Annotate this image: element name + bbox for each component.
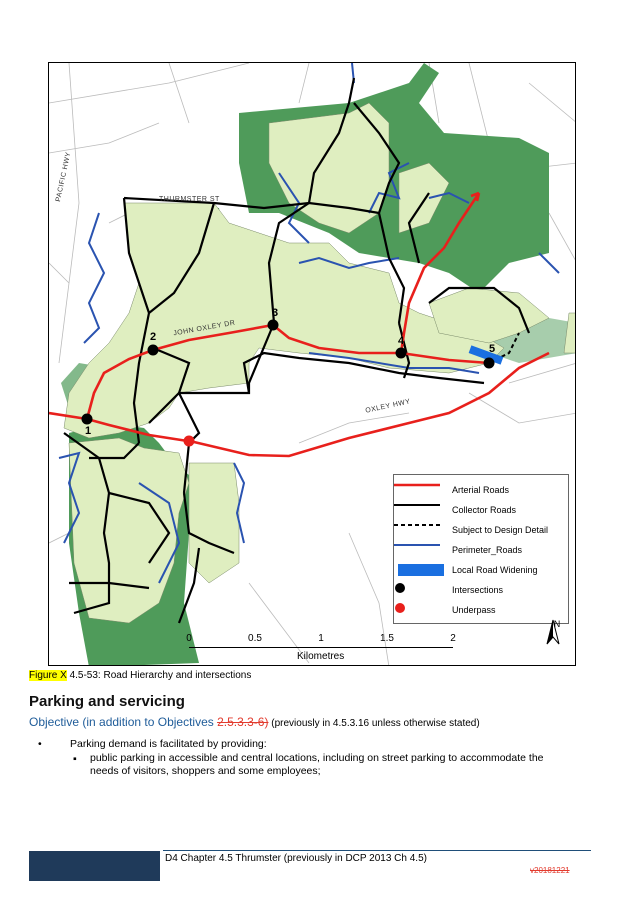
legend-label: Intersections bbox=[452, 585, 504, 595]
north-arrow-icon bbox=[545, 619, 561, 645]
legend-label: Local Road Widening bbox=[452, 565, 538, 575]
underpass-marker bbox=[184, 436, 195, 447]
objective-struck-ref[interactable]: 2.5.3.3-6) bbox=[217, 715, 269, 729]
intersection-label-4: 4 bbox=[398, 335, 405, 347]
intersection-marker-1 bbox=[82, 414, 93, 425]
road-hierarchy-map bbox=[48, 62, 576, 666]
intersection-marker-5 bbox=[484, 358, 495, 369]
intersection-label-1: 1 bbox=[85, 425, 92, 437]
scale-tick: 0.5 bbox=[248, 633, 262, 644]
legend-label: Subject to Design Detail bbox=[452, 525, 549, 535]
scale-tick: 2 bbox=[450, 633, 456, 644]
road-label-oxley-hwy: OXLEY HWY bbox=[364, 398, 412, 415]
scale-tick: 1 bbox=[318, 633, 324, 644]
legend-item-collector bbox=[394, 502, 516, 518]
objective-suffix: (previously in 4.5.3.16 unless otherwise stated) bbox=[268, 718, 480, 729]
square-bullet-icon: ▪ bbox=[73, 753, 77, 765]
legend-item-underpass bbox=[394, 602, 496, 618]
legend-item-arterial bbox=[394, 482, 509, 498]
legend-item-perimeter bbox=[394, 542, 522, 558]
road-label-john-oxley: JOHN OXLEY DR bbox=[172, 319, 236, 338]
section-heading: Parking and servicing bbox=[29, 693, 185, 710]
objective-line bbox=[29, 715, 480, 729]
legend-item-intersections bbox=[394, 582, 503, 598]
legend-label: Collector Roads bbox=[452, 505, 517, 515]
north-arrow bbox=[545, 619, 569, 659]
figure-label: Figure X bbox=[29, 670, 67, 681]
legend-label: Perimeter_Roads bbox=[452, 545, 523, 555]
scale-tick: 1.5 bbox=[380, 633, 394, 644]
scale-bar bbox=[187, 633, 467, 663]
footer-text: D4 Chapter 4.5 Thrumster (previously in DCP 2013 Ch 4.5) bbox=[165, 853, 427, 864]
footer-rule bbox=[163, 850, 591, 851]
bullet-icon: • bbox=[38, 738, 42, 750]
legend-label: Underpass bbox=[452, 605, 496, 615]
scale-tick: 0 bbox=[186, 633, 192, 644]
intersection-label-2: 2 bbox=[150, 331, 157, 343]
objective-prefix: Objective (in addition to Objectives bbox=[29, 715, 218, 729]
figure-caption-text: 4.5-53: Road Hierarchy and intersections bbox=[66, 670, 252, 681]
intersection-label-5: 5 bbox=[489, 343, 496, 355]
intersection-label-3: 3 bbox=[272, 307, 279, 319]
figure-caption bbox=[29, 670, 251, 681]
map-legend bbox=[393, 474, 569, 624]
road-label-pacific: PACIFIC HWY bbox=[55, 151, 73, 203]
road-label-thurmster: THURMSTER ST bbox=[159, 196, 220, 203]
north-label: N bbox=[553, 619, 561, 629]
scale-unit: Kilometres bbox=[297, 651, 345, 662]
legend-item-widening bbox=[394, 562, 538, 578]
footer-version: v20181221 bbox=[530, 866, 570, 875]
intersection-marker-2 bbox=[148, 345, 159, 356]
legend-label: Arterial Roads bbox=[452, 485, 510, 495]
intersection-marker-3 bbox=[268, 320, 279, 331]
bullet-text: Parking demand is facilitated by providing: bbox=[70, 738, 267, 750]
intersection-marker-4 bbox=[396, 348, 407, 359]
scale-line bbox=[189, 647, 453, 648]
bullet-text: public parking in accessible and central locations, including on street parking to accommodate the needs of visitors, shoppers and some employees; bbox=[90, 752, 544, 777]
legend-item-design-detail bbox=[394, 522, 548, 538]
footer-brand-block bbox=[29, 851, 160, 881]
